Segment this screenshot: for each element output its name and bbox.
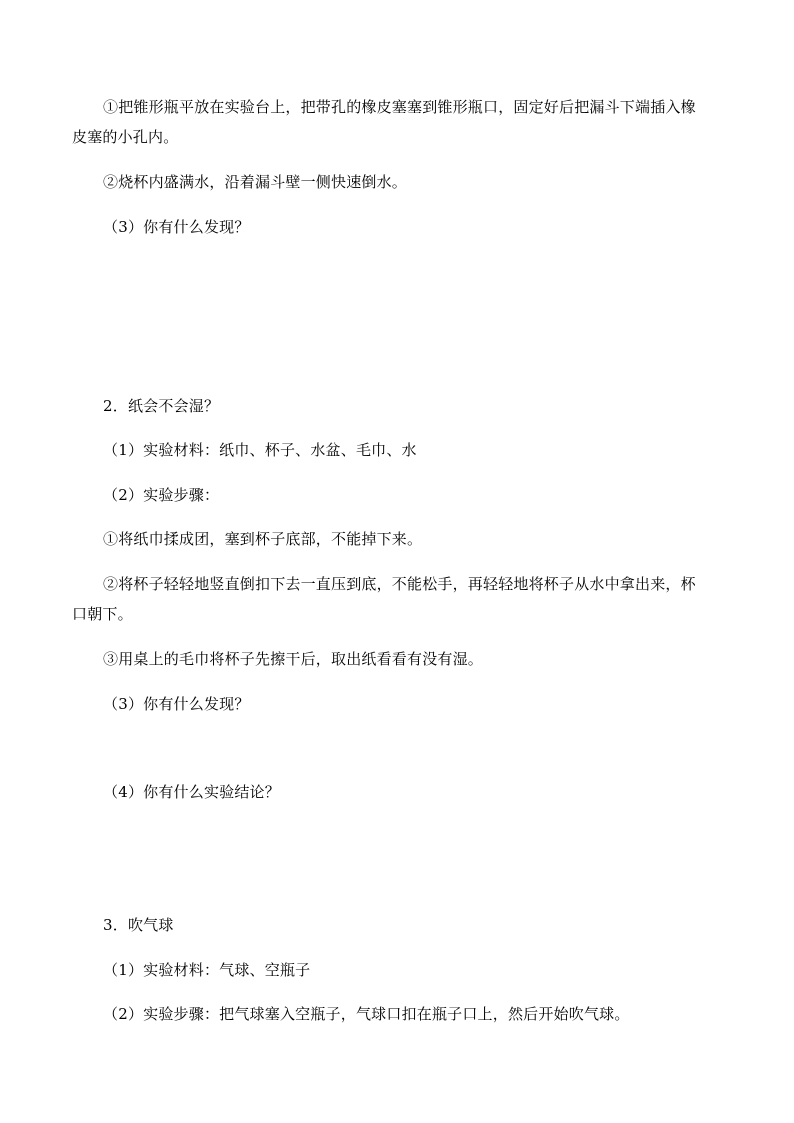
question-line: （3）你有什么发现？ [103, 218, 250, 236]
paragraph-line: （1）实验材料：纸巾、杯子、水盆、毛巾、水 [103, 441, 417, 459]
paragraph-line: ①将纸巾揉成团，塞到杯子底部，不能掉下来。 [103, 530, 423, 548]
section-heading: 3．吹气球 [103, 916, 174, 934]
paragraph-line: （1）实验材料：气球、空瓶子 [103, 961, 311, 979]
paragraph-line: ①把锥形瓶平放在实验台上，把带孔的橡皮塞塞到锥形瓶口，固定好后把漏斗下端插入橡 [103, 98, 696, 116]
paragraph-line: （2）实验步骤：把气球塞入空瓶子，气球口扣在瓶子口上，然后开始吹气球。 [103, 1005, 630, 1023]
paragraph-line: 口朝下。 [72, 605, 133, 623]
paragraph-line: 皮塞的小孔内。 [72, 128, 179, 146]
section-heading: 2．纸会不会湿？ [103, 397, 220, 415]
paragraph-line: ②将杯子轻轻地竖直倒扣下去一直压到底，不能松手，再轻轻地将杯子从水中拿出来，杯 [103, 575, 696, 593]
question-line: （3）你有什么发现？ [103, 695, 250, 713]
paragraph-line: ③用桌上的毛巾将杯子先擦干后，取出纸看看有没有湿。 [103, 650, 484, 668]
paragraph-line: ②烧杯内盛满水，沿着漏斗壁一侧快速倒水。 [103, 173, 408, 191]
question-line: （4）你有什么实验结论？ [103, 783, 280, 801]
paragraph-line: （2）实验步骤： [103, 486, 220, 504]
